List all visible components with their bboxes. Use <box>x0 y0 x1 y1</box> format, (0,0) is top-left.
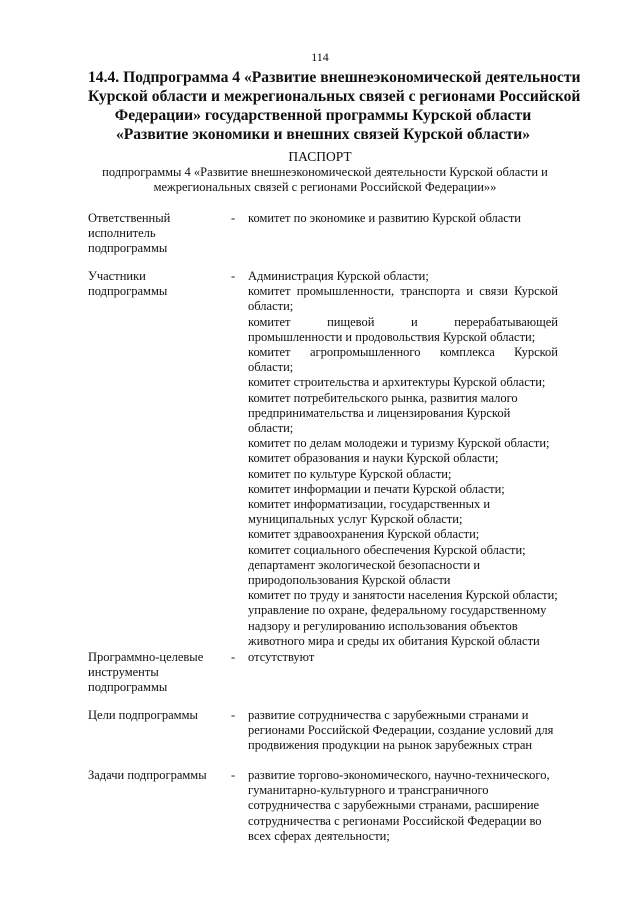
heading-line: 14.4. Подпрограмма 4 «Развитие внешнеэкономической деятельности <box>88 69 581 86</box>
participant-line: комитет информатизации, государственных и <box>248 497 491 512</box>
row-dash: - <box>231 211 236 225</box>
participant-line: муниципальных услуг Курской области; <box>248 512 463 527</box>
label-line: Программно-целевые <box>88 650 204 664</box>
participant-line: комитет по культуре Курской области; <box>248 466 452 481</box>
participant-line: комитет агропромышленного комплекса Курской <box>248 345 558 360</box>
participant-line: комитет по труду и занятости населения Курской области; <box>248 588 558 603</box>
label-line: инструменты <box>88 665 159 680</box>
label-line: исполнитель <box>88 226 156 241</box>
row-label <box>88 269 228 299</box>
participant-line: предпринимательства и лицензирования Курской <box>248 405 511 420</box>
row-value <box>248 269 558 649</box>
participant-line: управление по охране, федеральному государственному <box>248 603 547 618</box>
label-line: Участники <box>88 269 146 283</box>
row-value: развитие сотрудничества с зарубежными странами и регионами Российской Федерации, создание условий для продвижения продукции на рынок зарубежных стран <box>248 708 554 753</box>
participant-line: комитет образования и науки Курской области; <box>248 451 499 466</box>
label-line: подпрограммы <box>88 680 168 695</box>
row-dash: - <box>231 768 236 782</box>
passport-title: ПАСПОРТ <box>288 149 352 164</box>
participant-line: комитет здравоохранения Курской области; <box>248 527 480 542</box>
participant-line: промышленности и продовольствия Курской области; <box>248 329 536 344</box>
label-line: Ответственный <box>88 211 171 225</box>
participant-line: комитет строительства и архитектуры Курской области; <box>248 375 546 390</box>
heading-line: Курской области и межрегиональных связей с регионами Российской <box>88 88 581 105</box>
participant-line: надзору и регулированию использования объектов <box>248 618 518 633</box>
passport-subtitle-line: межрегиональных связей с регионами Российской Федерации»» <box>153 180 497 194</box>
value-text: комитет по экономике и развитию Курской области <box>248 211 521 225</box>
participant-line: области; <box>248 299 294 314</box>
label-line: подпрограммы <box>88 241 168 256</box>
participant-line: комитет по делам молодежи и туризму Курской области; <box>248 436 550 451</box>
row-label <box>88 768 228 783</box>
participant-line: животного мира и среды их обитания Курской области <box>248 633 540 648</box>
row-dash: - <box>231 269 236 283</box>
participant-line: природопользования Курской области <box>248 573 451 588</box>
section-heading <box>88 68 581 144</box>
participant-line: департамент экологической безопасности и <box>248 557 481 572</box>
participant-line: комитет промышленности, транспорта и связи Курской <box>248 284 558 299</box>
participant-line: Администрация Курской области; <box>248 269 429 283</box>
label-line: Задачи подпрограммы <box>88 768 207 782</box>
participant-line: области; <box>248 360 294 375</box>
label-line: подпрограммы <box>88 284 168 299</box>
row-label <box>88 708 228 723</box>
page-number: 114 <box>311 50 329 64</box>
heading-line: Федерации» государственной программы Курской области <box>114 107 532 124</box>
heading-line: «Развитие экономики и внешних связей Курской области» <box>115 126 531 143</box>
participant-line: комитет потребительского рынка, развития малого <box>248 390 518 405</box>
row-label <box>88 650 228 696</box>
row-dash: - <box>231 650 236 664</box>
row-value: развитие торгово-экономического, научно-технического, гуманитарно-культурного и трансграничного сотрудничества с зарубежными странами, расширение сотрудничества с регионами Российской Федерации во всех сферах деятельности; <box>248 768 550 843</box>
participant-line: комитет пищевой и перерабатывающей <box>248 314 558 329</box>
value-text: отсутствуют <box>248 650 315 664</box>
participant-line: области; <box>248 421 294 436</box>
passport-subtitle-line: подпрограммы 4 «Развитие внешнеэкономической деятельности Курской области и <box>102 165 548 179</box>
participant-line: комитет информации и печати Курской области; <box>248 481 505 496</box>
row-value <box>248 211 558 226</box>
row-dash: - <box>231 708 236 722</box>
passport-subtitle <box>90 165 560 195</box>
participant-line: комитет социального обеспечения Курской области; <box>248 542 526 557</box>
label-line: Цели подпрограммы <box>88 708 198 722</box>
row-label <box>88 211 228 257</box>
row-value <box>248 650 558 665</box>
